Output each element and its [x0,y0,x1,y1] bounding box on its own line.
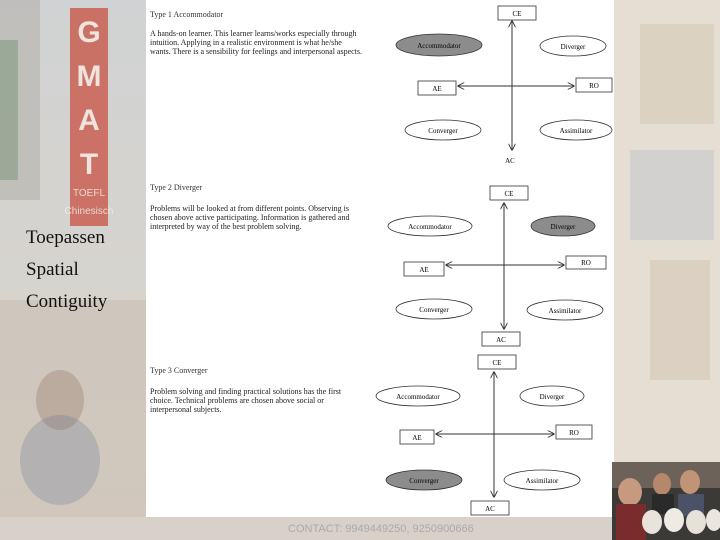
type-3-description-line: interpersonal subjects. [150,405,222,414]
diverger-label: Diverger [550,223,576,231]
type-3-description-line: choice. Technical problems are chosen above social or [150,396,324,405]
converger-label: Converger [428,127,458,135]
section-type-1 [150,6,612,165]
footer-contact-text: CONTACT: 9949449250, 9250900666 [288,523,474,535]
type-2-description-line: Problems will be looked at from different points. Observing is [150,204,349,213]
type-1-description-line: wants. There is a sensibility for feelings and interpersonal aspects. [150,47,363,56]
type-1-heading: Type 1 Accommodator [150,10,224,19]
type-2-description-line: chosen above active participating. Information is gathered and [150,213,350,222]
learning-styles-figure [146,0,614,517]
type-3-description-line: Problem solving and finding practical solutions has the first [150,387,342,396]
ce-label: CE [504,190,514,198]
learning-styles-document [146,0,614,517]
type-2-description-line: interpreted by way of the best problem solving. [150,222,302,231]
type-2-heading: Type 2 Diverger [150,183,203,192]
converger-label: Converger [419,306,449,314]
banner-letter: T [79,148,99,181]
banner-small-text: Chinesisch [64,206,114,217]
section-type-2 [150,183,606,346]
title-line: Toepassen [26,227,105,248]
ac-label: AC [496,336,506,344]
ac-label: AC [505,157,515,165]
ae-label: AE [412,434,422,442]
ce-label: CE [492,359,502,367]
ro-label: RO [581,259,591,267]
accommodator-label: Accommodator [396,393,440,401]
type-1-diagram [396,6,612,165]
ae-label: AE [419,266,429,274]
ac-label: AC [485,505,495,513]
type-3-diagram [376,355,592,515]
diverger-label: Diverger [560,43,586,51]
assimilator-label: Assimilator [525,477,559,485]
title-line: Spatial [26,259,79,280]
title-line: Contiguity [26,291,108,312]
accommodator-label: Accommodator [417,42,461,50]
slide-title [26,222,146,318]
banner-letter: A [78,104,100,137]
type-3-heading: Type 3 Converger [150,366,208,375]
assimilator-label: Assimilator [559,127,593,135]
type-2-diagram [388,186,606,346]
accommodator-label: Accommodator [408,223,452,231]
ae-label: AE [432,85,442,93]
assimilator-label: Assimilator [548,307,582,315]
banner-letter: M [76,60,102,93]
converger-label: Converger [409,477,439,485]
ce-label: CE [512,10,522,18]
banner-letter: G [77,16,101,49]
banner-small-text: TOEFL [72,188,106,199]
ro-label: RO [569,429,579,437]
type-1-description-line: intuition. Applying in a realistic environment is what he/she [150,38,342,47]
diverger-label: Diverger [539,393,565,401]
type-1-description-line: A hands-on learner. This learner learns/works especially through [150,29,357,38]
ro-label: RO [589,82,599,90]
section-type-3 [150,355,592,515]
students-with-busts-photo [612,462,720,540]
